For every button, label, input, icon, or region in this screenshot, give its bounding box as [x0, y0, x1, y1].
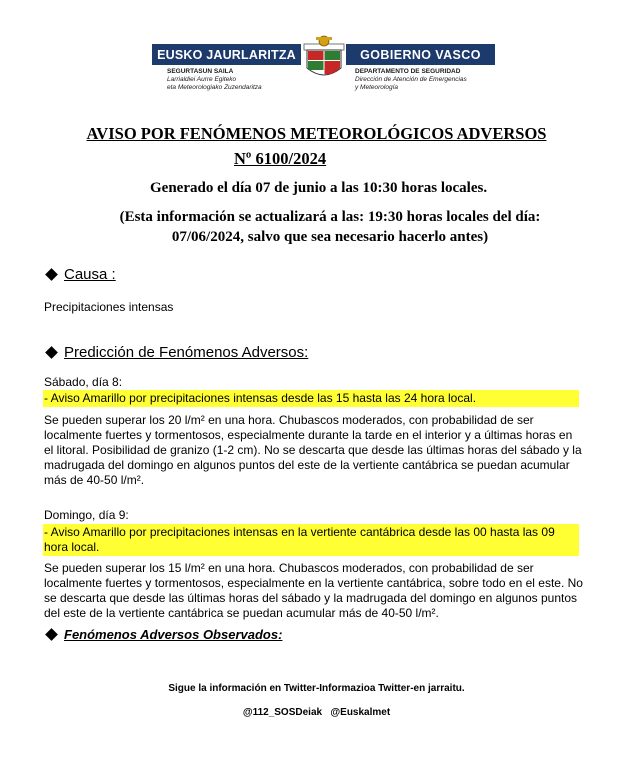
detail-sunday: Se pueden superar los 15 l/m² en una hora. Chubascos moderados, con probabilidad de ser localmente fuertes y tormentosos, especialmente en la vertiente cantábrica, sobre todo en el este. No se descarta que desde las últimas horas del sábado y la madrugada del domingo en algunos puntos del este de la vertiente cantábrica se puedan acumular más de 40-50 l/m². [44, 561, 583, 620]
right-sub-title: DEPARTAMENTO DE SEGURIDAD [355, 68, 461, 75]
causa-heading-label: Causa : [64, 266, 116, 283]
observados-heading-label: Fenómenos Adversos Observados: [64, 627, 283, 642]
causa-heading [44, 266, 116, 283]
update-notice: (Esta información se actualizará a las: 19:30 horas locales del día: 07/06/2024, salvo que sea necesario hacerlo antes) [119, 209, 541, 245]
left-sub-line1: Larrialdiei Aurre Egiteko [167, 76, 237, 83]
warning-saturday: - Aviso Amarillo por precipitaciones intensas desde las 15 hasta las 24 hora local. [43, 390, 579, 407]
diamond-bullet-icon [45, 346, 58, 359]
footer-twitter-handles: @112_SOSDeiak @Euskalmet [242, 707, 391, 718]
left-sub-title: SEGURTASUN SAILA [167, 68, 234, 75]
left-department-subtitle [167, 68, 302, 92]
observados-heading [44, 627, 282, 642]
coat-of-arms-icon [302, 34, 346, 82]
diamond-bullet-icon [45, 268, 58, 281]
diamond-bullet-icon [45, 628, 58, 641]
day-label-sunday: Domingo, día 9: [44, 508, 129, 522]
day-label-saturday: Sábado, día 8: [44, 375, 123, 389]
right-sub-line2: y Meteorología [355, 84, 398, 91]
warning-sunday: - Aviso Amarillo por precipitaciones intensas en la vertiente cantábrica desde las 00 hasta las 09 hora local. [43, 524, 579, 556]
document-title: AVISO POR FENÓMENOS METEOROLÓGICOS ADVERSOS [86, 124, 547, 143]
right-sub-line1: Dirección de Atención de Emergencias [355, 76, 467, 83]
generated-timestamp: Generado el día 07 de junio a las 10:30 horas locales. [150, 180, 488, 196]
warning-number: Nº 6100/2024 [234, 149, 327, 168]
eusko-jaurlaritza-logo-bar: EUSKO JAURLARITZA [152, 44, 301, 65]
left-sub-line2: eta Meteorologiako Zuzendaritza [167, 84, 262, 91]
footer-twitter-notice: Sigue la información en Twitter-Informazioa Twitter-en jarraitu. [168, 683, 465, 694]
prediccion-heading [44, 344, 308, 361]
causa-text: Precipitaciones intensas [44, 300, 174, 314]
gobierno-vasco-logo-bar: GOBIERNO VASCO [346, 44, 495, 65]
detail-saturday: Se pueden superar los 20 l/m² en una hora. Chubascos moderados, con probabilidad de ser localmente fuertes y tormentosos, especialmente durante la tarde en el interior y a últimas horas en el litoral. Posibilidad de granizo (1-2 cm). No se descarta que desde las últimas horas del sábado y la madrugada del domingo en algunos puntos del este de la vertiente cantábrica se puedan acumular más de 40-50 l/m². [44, 413, 582, 487]
right-department-subtitle [355, 68, 490, 92]
prediccion-heading-label: Predicción de Fenómenos Adversos: [64, 344, 309, 361]
